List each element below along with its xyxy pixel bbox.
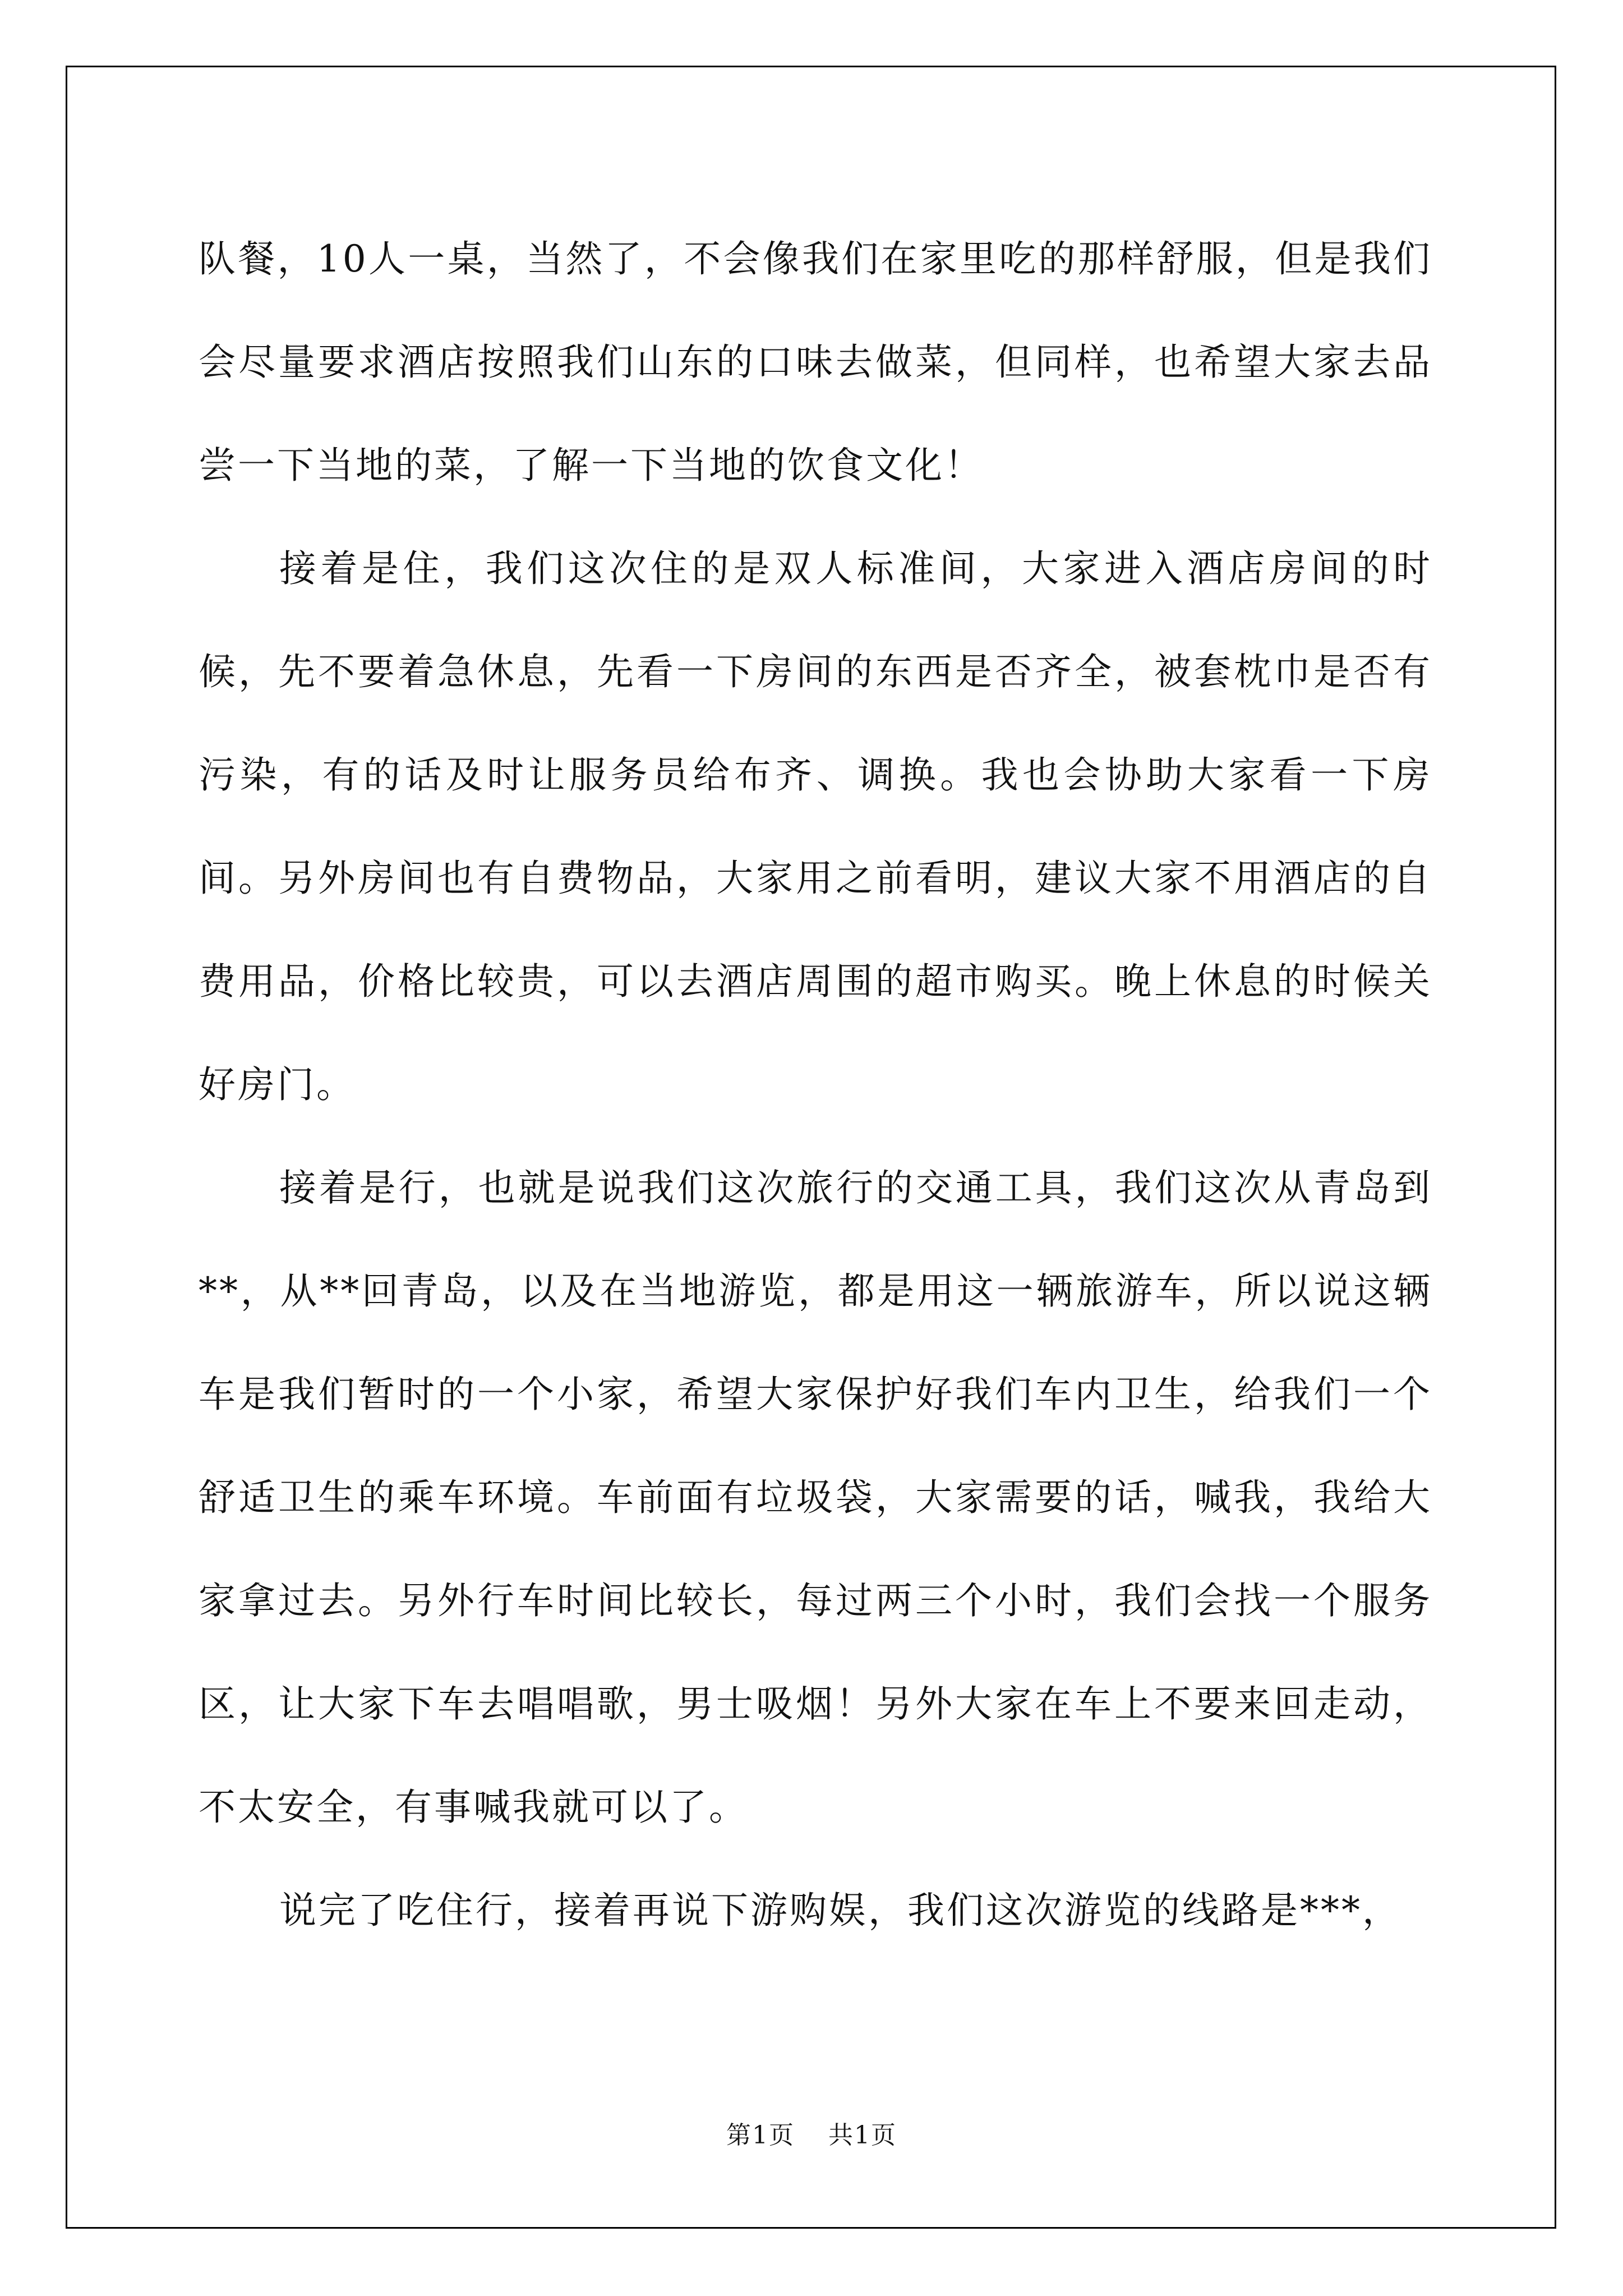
paragraph-itinerary: 说完了吃住行，接着再说下游购娱，我们这次游览的线路是***， <box>279 1889 1401 1932</box>
page-number-current: 第1页 <box>726 2121 795 2150</box>
paragraph-dining: 队餐，10人一桌，当然了，不会像我们在家里吃的那样舒服，但是我们会尽量要求酒店按照我们山东的口味去做菜，但同样，也希望大家去品尝一下当地的菜，了解一下当地的饮食文化！ <box>199 237 1432 487</box>
document-body <box>199 208 1432 1962</box>
page-number-total: 共1页 <box>828 2121 897 2150</box>
paragraph-transport: 接着是行，也就是说我们这次旅行的交通工具，我们这次从青岛到**，从**回青岛，以及在当地游览，都是用这一辆旅游车，所以说这辆车是我们暂时的一个小家，希望大家保护好我们车内卫生，给我们一个舒适卫生的乘车环境。车前面有垃圾袋，大家需要的话，喊我，我给大家拿过去。另外行车时间比较长，每过两三个小时，我们会找一个服务区，让大家下车去唱唱歌，男士吸烟！另外大家在车上不要来回走动，不太安全，有事喊我就可以了。 <box>199 1166 1432 1829</box>
paragraph-lodging: 接着是住，我们这次住的是双人标准间，大家进入酒店房间的时候，先不要着急休息，先看一下房间的东西是否齐全，被套枕巾是否有污染，有的话及时让服务员给布齐、调换。我也会协助大家看一下房间。另外房间也有自费物品，大家用之前看明，建议大家不用酒店的自费用品，价格比较贵，可以去酒店周围的超市购买。晚上休息的时候关好房门。 <box>199 547 1432 1106</box>
page-footer <box>0 2115 1623 2151</box>
